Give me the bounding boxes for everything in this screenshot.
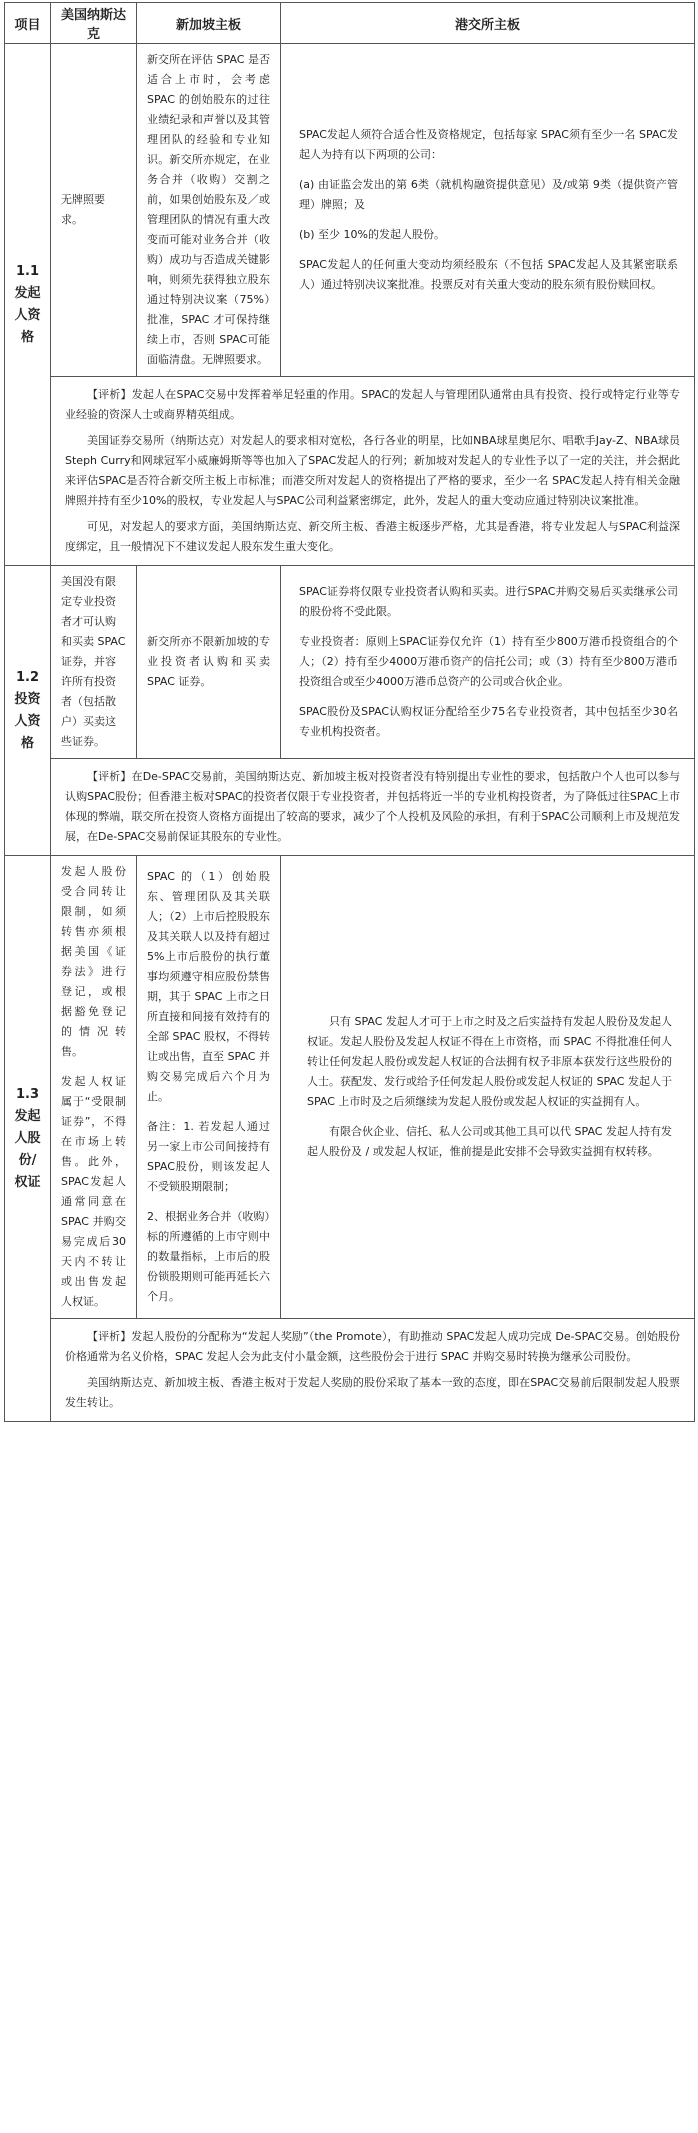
cell-text: 备注：1. 若发起人通过另一家上市公司间接持有SPAC股份，则该发起人不受锁股期限制； xyxy=(147,1120,270,1193)
comment-text: 美国证券交易所（纳斯达克）对发起人的要求相对宽松，各行各业的明星，比如NBA球星奥尼尔、唱歌手Jay-Z、NBA球员Steph Curry和网球冠军小威廉姆斯等等也加入了SPAC发起人的行列；新加坡对发起人的专业性予以了一定的关注，并会据此来评估SPAC是否符合新交所主板上市标准；而港交所对发起人的资格提出了严格的要求，至少一名 SPAC发起人持有相关金融牌照并持有至少10%的股权，专业发起人与SPAC公司利益紧密绑定，此外，发起人的重大变动应通过特别决议案批准。 xyxy=(65,434,680,507)
singapore-cell-1-2 xyxy=(137,566,281,759)
nasdaq-cell-1-2 xyxy=(51,566,137,759)
cell-text: 发起人股份受合同转让限制，如须转售亦须根据美国《证券法》进行登记，或根据豁免登记的情况转售。 xyxy=(61,865,126,1058)
cell-text: 新交所在评估 SPAC 是否适合上市时，会考虑 SPAC 的创始股东的过往业绩纪录和声誉以及其管理团队的经验和专业知识。新交所亦规定，在业务合并（收购）交割之前，如果创始股东及／或管理团队的情况有重大改变而可能对业务合并（收购）成功与否造成关键影响，则须先获得独立股东通过特别决议案（75%）批准，SPAC 才可保持继续上市，否则 SPAC可能面临清盘。无牌照要求。 xyxy=(147,53,270,366)
header-singapore: 新加坡主板 xyxy=(137,3,281,44)
cell-text: (a) 由证监会发出的第 6类（就机构融资提供意见）及/或第 9类（提供资产管理）牌照；及 xyxy=(299,178,678,211)
section-label-1-1: 1.1 发起人资格 xyxy=(5,44,51,566)
cell-text: 发起人权证属于“受限制证券”，不得在市场上转售。此外，SPAC发起人通常同意在 SPAC 并购交易完成后30 天内不转让或出售发起人权证。 xyxy=(61,1075,126,1308)
comment-cell-1-2 xyxy=(51,759,695,856)
comment-cell-1-1 xyxy=(51,377,695,566)
cell-text: 2、根据业务合并（收购）标的所遵循的上市守则中的数量指标，上市后的股份锁股期则可能再延长六个月。 xyxy=(147,1210,270,1303)
cell-text: SPAC发起人的任何重大变动均须经股东（不包括 SPAC发起人及其紧密联系人）通过特别决议案批准。投票反对有关重大变动的股东须有股份赎回权。 xyxy=(299,258,678,291)
cell-text: SPAC股份及SPAC认购权证分配给至少75名专业投资者，其中包括至少30名专业机构投资者。 xyxy=(299,705,678,738)
comment-cell-1-3 xyxy=(51,1319,695,1422)
cell-text: SPAC 的（1）创始股东、管理团队及其关联人；（2）上市后控股股东及其关联人以及持有超过5%上市后股份的执行董事均须遵守相应股份禁售期，其于 SPAC 上市之日所直接和间接有效持有的全部 SPAC 股权，不得转让或出售，直至 SPAC 并购交易完成后六个月为止。 xyxy=(147,870,270,1103)
cell-text: 有限合伙企业、信托、私人公司或其他工具可以代 SPAC 发起人持有发起人股份及 / 或发起人权证，惟前提是此安排不会导致实益拥有权转移。 xyxy=(307,1125,672,1158)
hkex-cell-1-2 xyxy=(281,566,695,759)
cell-text: 专业投资者：原则上SPAC证券仅允许（1）持有至少800万港币投资组合的个人；（2）持有至少4000万港币资产的信托公司；或（3）持有至少800万港币投资组合或至少4000万港币总资产的公司或合伙企业。 xyxy=(299,635,678,688)
hkex-cell-1-1 xyxy=(281,44,695,377)
section-label-1-2: 1.2 投资人资格 xyxy=(5,566,51,856)
singapore-cell-1-3 xyxy=(137,856,281,1319)
section-row-1-1 xyxy=(5,44,695,377)
cell-text: 新交所亦不限新加坡的专业投资者认购和买卖 SPAC 证券。 xyxy=(147,635,270,688)
cell-text: 无牌照要求。 xyxy=(61,193,105,226)
cell-text: SPAC发起人须符合适合性及资格规定，包括每家 SPAC须有至少一名 SPAC发起人为持有以下两项的公司： xyxy=(299,128,678,161)
header-nasdaq: 美国纳斯达克 xyxy=(51,3,137,44)
section-label-1-3: 1.3 发起人股份/权证 xyxy=(5,856,51,1422)
hkex-cell-1-3 xyxy=(281,856,695,1319)
comment-text: 可见，对发起人的要求方面，美国纳斯达克、新交所主板、香港主板逐步严格，尤其是香港，将专业发起人与SPAC利益深度绑定，且一般情况下不建议发起人股东发生重大变化。 xyxy=(65,520,680,553)
singapore-cell-1-1 xyxy=(137,44,281,377)
cell-text: SPAC证券将仅限专业投资者认购和买卖。进行SPAC并购交易后买卖继承公司的股份将不受此限。 xyxy=(299,585,678,618)
header-row xyxy=(5,3,695,44)
nasdaq-cell-1-1 xyxy=(51,44,137,377)
section-row-1-2 xyxy=(5,566,695,759)
comment-text: 【评析】发起人股份的分配称为“发起人奖励”（the Promote），有助推动 SPAC发起人成功完成 De-SPAC交易。创始股份价格通常为名义价格，SPAC 发起人会为此支付小量金额，这些股份会于进行 SPAC 并购交易时转换为继承公司股份。 xyxy=(65,1330,680,1363)
comment-row-1-3 xyxy=(5,1319,695,1422)
cell-text: 美国没有限定专业投资者才可认购和买卖 SPAC 证券，并容许所有投资者（包括散户）买卖这些证券。 xyxy=(61,575,126,748)
comment-text: 美国纳斯达克、新加坡主板、香港主板对于发起人奖励的股份采取了基本一致的态度，即在SPAC交易前后限制发起人股票发生转让。 xyxy=(65,1376,680,1409)
nasdaq-cell-1-3 xyxy=(51,856,137,1319)
section-row-1-3 xyxy=(5,856,695,1319)
comment-row-1-1 xyxy=(5,377,695,566)
comment-text: 【评析】发起人在SPAC交易中发挥着举足轻重的作用。SPAC的发起人与管理团队通常由具有投资、投行或特定行业等专业经验的资深人士或商界精英组成。 xyxy=(65,388,680,421)
header-item: 项目 xyxy=(5,3,51,44)
cell-text: 只有 SPAC 发起人才可于上市之时及之后实益持有发起人股份及发起人权证。发起人股份及发起人权证不得在上市资格，而 SPAC 不得批准任何人转让任何发起人股份或发起人权证的合法拥有权予非原本获发行这些股份的人士。获配发、发行或给予任何发起人股份或发起人权证的 SPAC 发起人于 SPAC 上市时及之后须继续为发起人股份或发起人权证的实益拥有人。 xyxy=(307,1015,672,1108)
comment-row-1-2 xyxy=(5,759,695,856)
cell-text: (b) 至少 10%的发起人股份。 xyxy=(299,228,446,241)
comparison-table xyxy=(4,2,695,1422)
comment-text: 【评析】在De-SPAC交易前，美国纳斯达克、新加坡主板对投资者没有特别提出专业性的要求，包括散户个人也可以参与认购SPAC股份；但香港主板对SPAC的投资者仅限于专业投资者，并包括将近一半的专业机构投资者，为了降低过往SPAC上市体现的弊端，联交所在投资人资格方面提出了较高的要求，减少了个人投机及风险的承担，有利于SPAC公司顺利上市及规范发展，在De-SPAC交易前保证其股东的专业性。 xyxy=(65,770,680,843)
header-hkex: 港交所主板 xyxy=(281,3,695,44)
